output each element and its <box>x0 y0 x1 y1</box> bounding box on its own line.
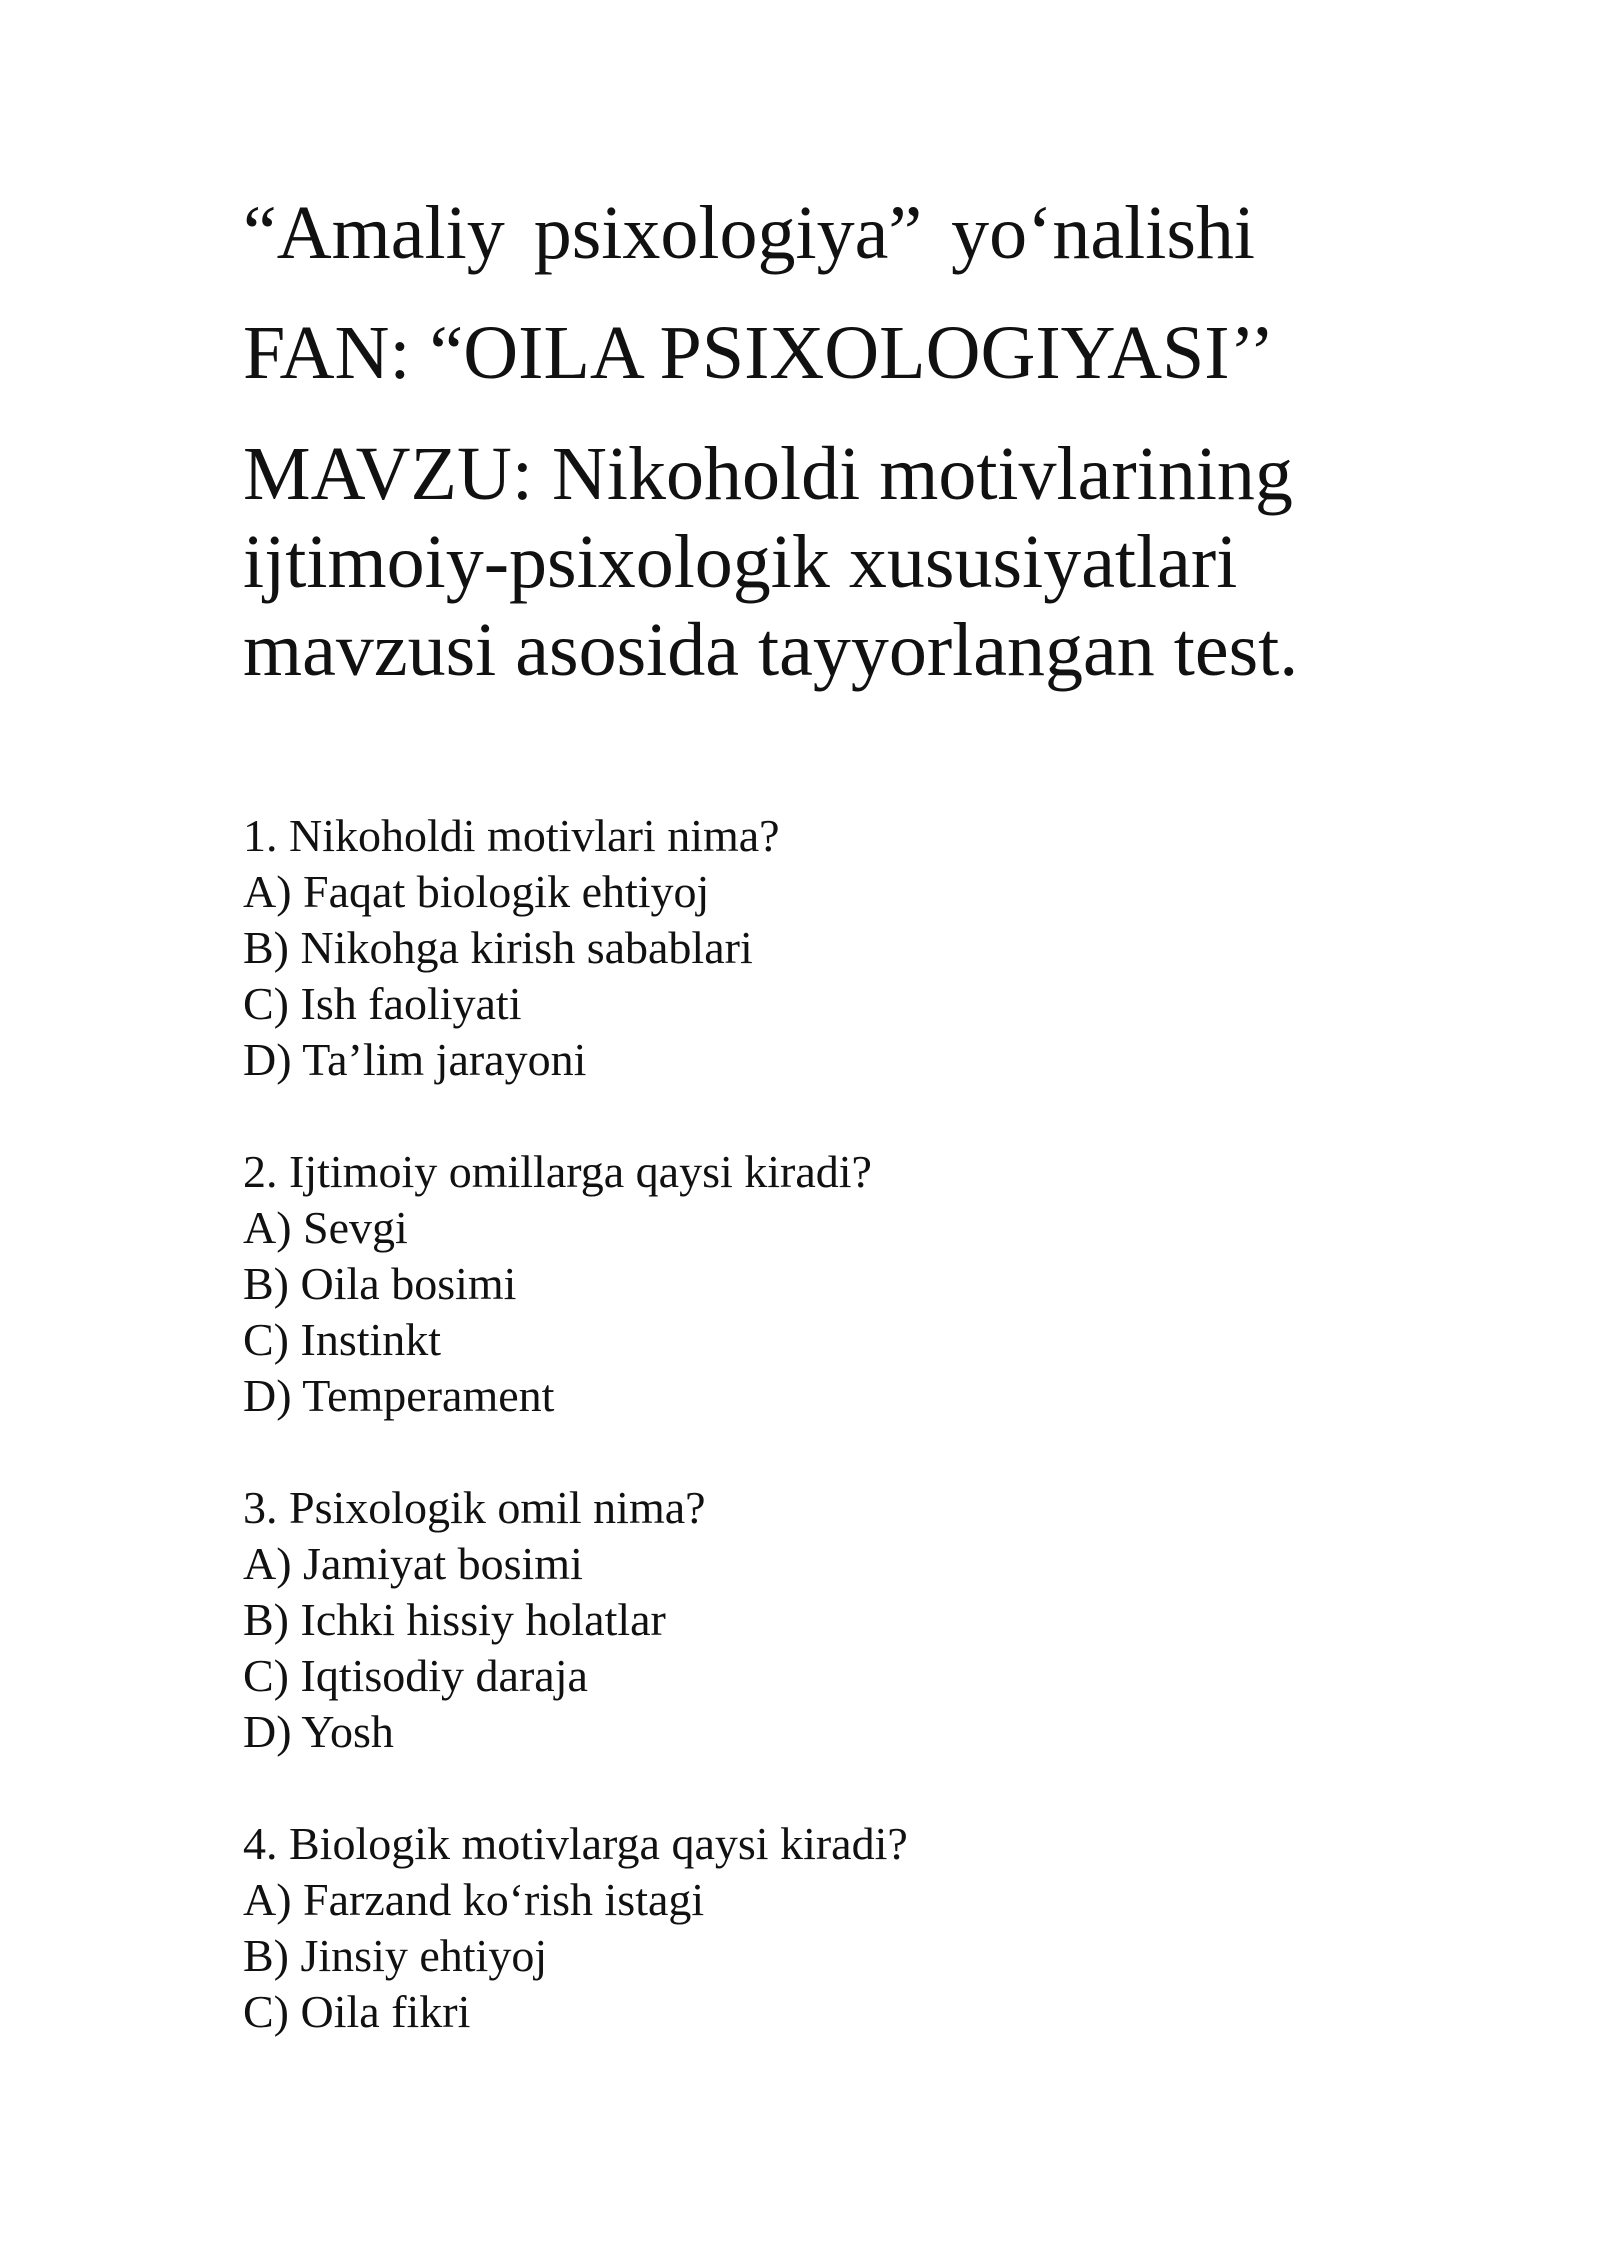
question-text: 1. Nikoholdi motivlari nima? <box>243 810 780 861</box>
answer-option-c: C) Instinkt <box>243 1314 442 1365</box>
topic-title <box>243 430 1423 694</box>
answer-option-b: B) Jinsiy ehtiyoj <box>243 1930 548 1981</box>
answer-option-b: B) Ichki hissiy holatlar <box>243 1594 666 1645</box>
question-text: 3. Psixologik omil nima? <box>243 1482 706 1533</box>
answer-option-c: C) Oila fikri <box>243 1986 471 2037</box>
answer-option-a: A) Farzand ko‘rish istagi <box>243 1874 705 1925</box>
subject-title: FAN: “OILA PSIXOLOGIYASI’’ <box>243 311 1275 395</box>
topic-line: ijtimoiy-psixologik xususiyatlari <box>243 520 1238 604</box>
question-2 <box>243 1144 1423 1424</box>
document-header <box>243 190 1423 694</box>
answer-option-b: B) Nikohga kirish sabablari <box>243 922 753 973</box>
question-text: 2. Ijtimoiy omillarga qaysi kiradi? <box>243 1146 872 1197</box>
answer-option-d: D) Temperament <box>243 1370 555 1421</box>
answer-option-b: B) Oila bosimi <box>243 1258 517 1309</box>
question-list <box>243 808 1423 2096</box>
answer-option-a: A) Jamiyat bosimi <box>243 1538 583 1589</box>
topic-line: mavzusi asosida tayyorlangan test. <box>243 608 1299 692</box>
question-1 <box>243 808 1423 1088</box>
topic-line: MAVZU: Nikoholdi motivlarining <box>243 432 1293 516</box>
program-title: “Amaliy psixologiya” yo‘nalishi <box>243 191 1256 275</box>
question-3 <box>243 1480 1423 1760</box>
question-text: 4. Biologik motivlarga qaysi kiradi? <box>243 1818 908 1869</box>
answer-option-a: A) Faqat biologik ehtiyoj <box>243 866 710 917</box>
answer-option-c: C) Iqtisodiy daraja <box>243 1650 588 1701</box>
answer-option-d: D) Yosh <box>243 1706 394 1757</box>
question-4 <box>243 1816 1423 2040</box>
answer-option-a: A) Sevgi <box>243 1202 408 1253</box>
answer-option-d: D) Ta’lim jarayoni <box>243 1034 587 1085</box>
answer-option-c: C) Ish faoliyati <box>243 978 522 1029</box>
